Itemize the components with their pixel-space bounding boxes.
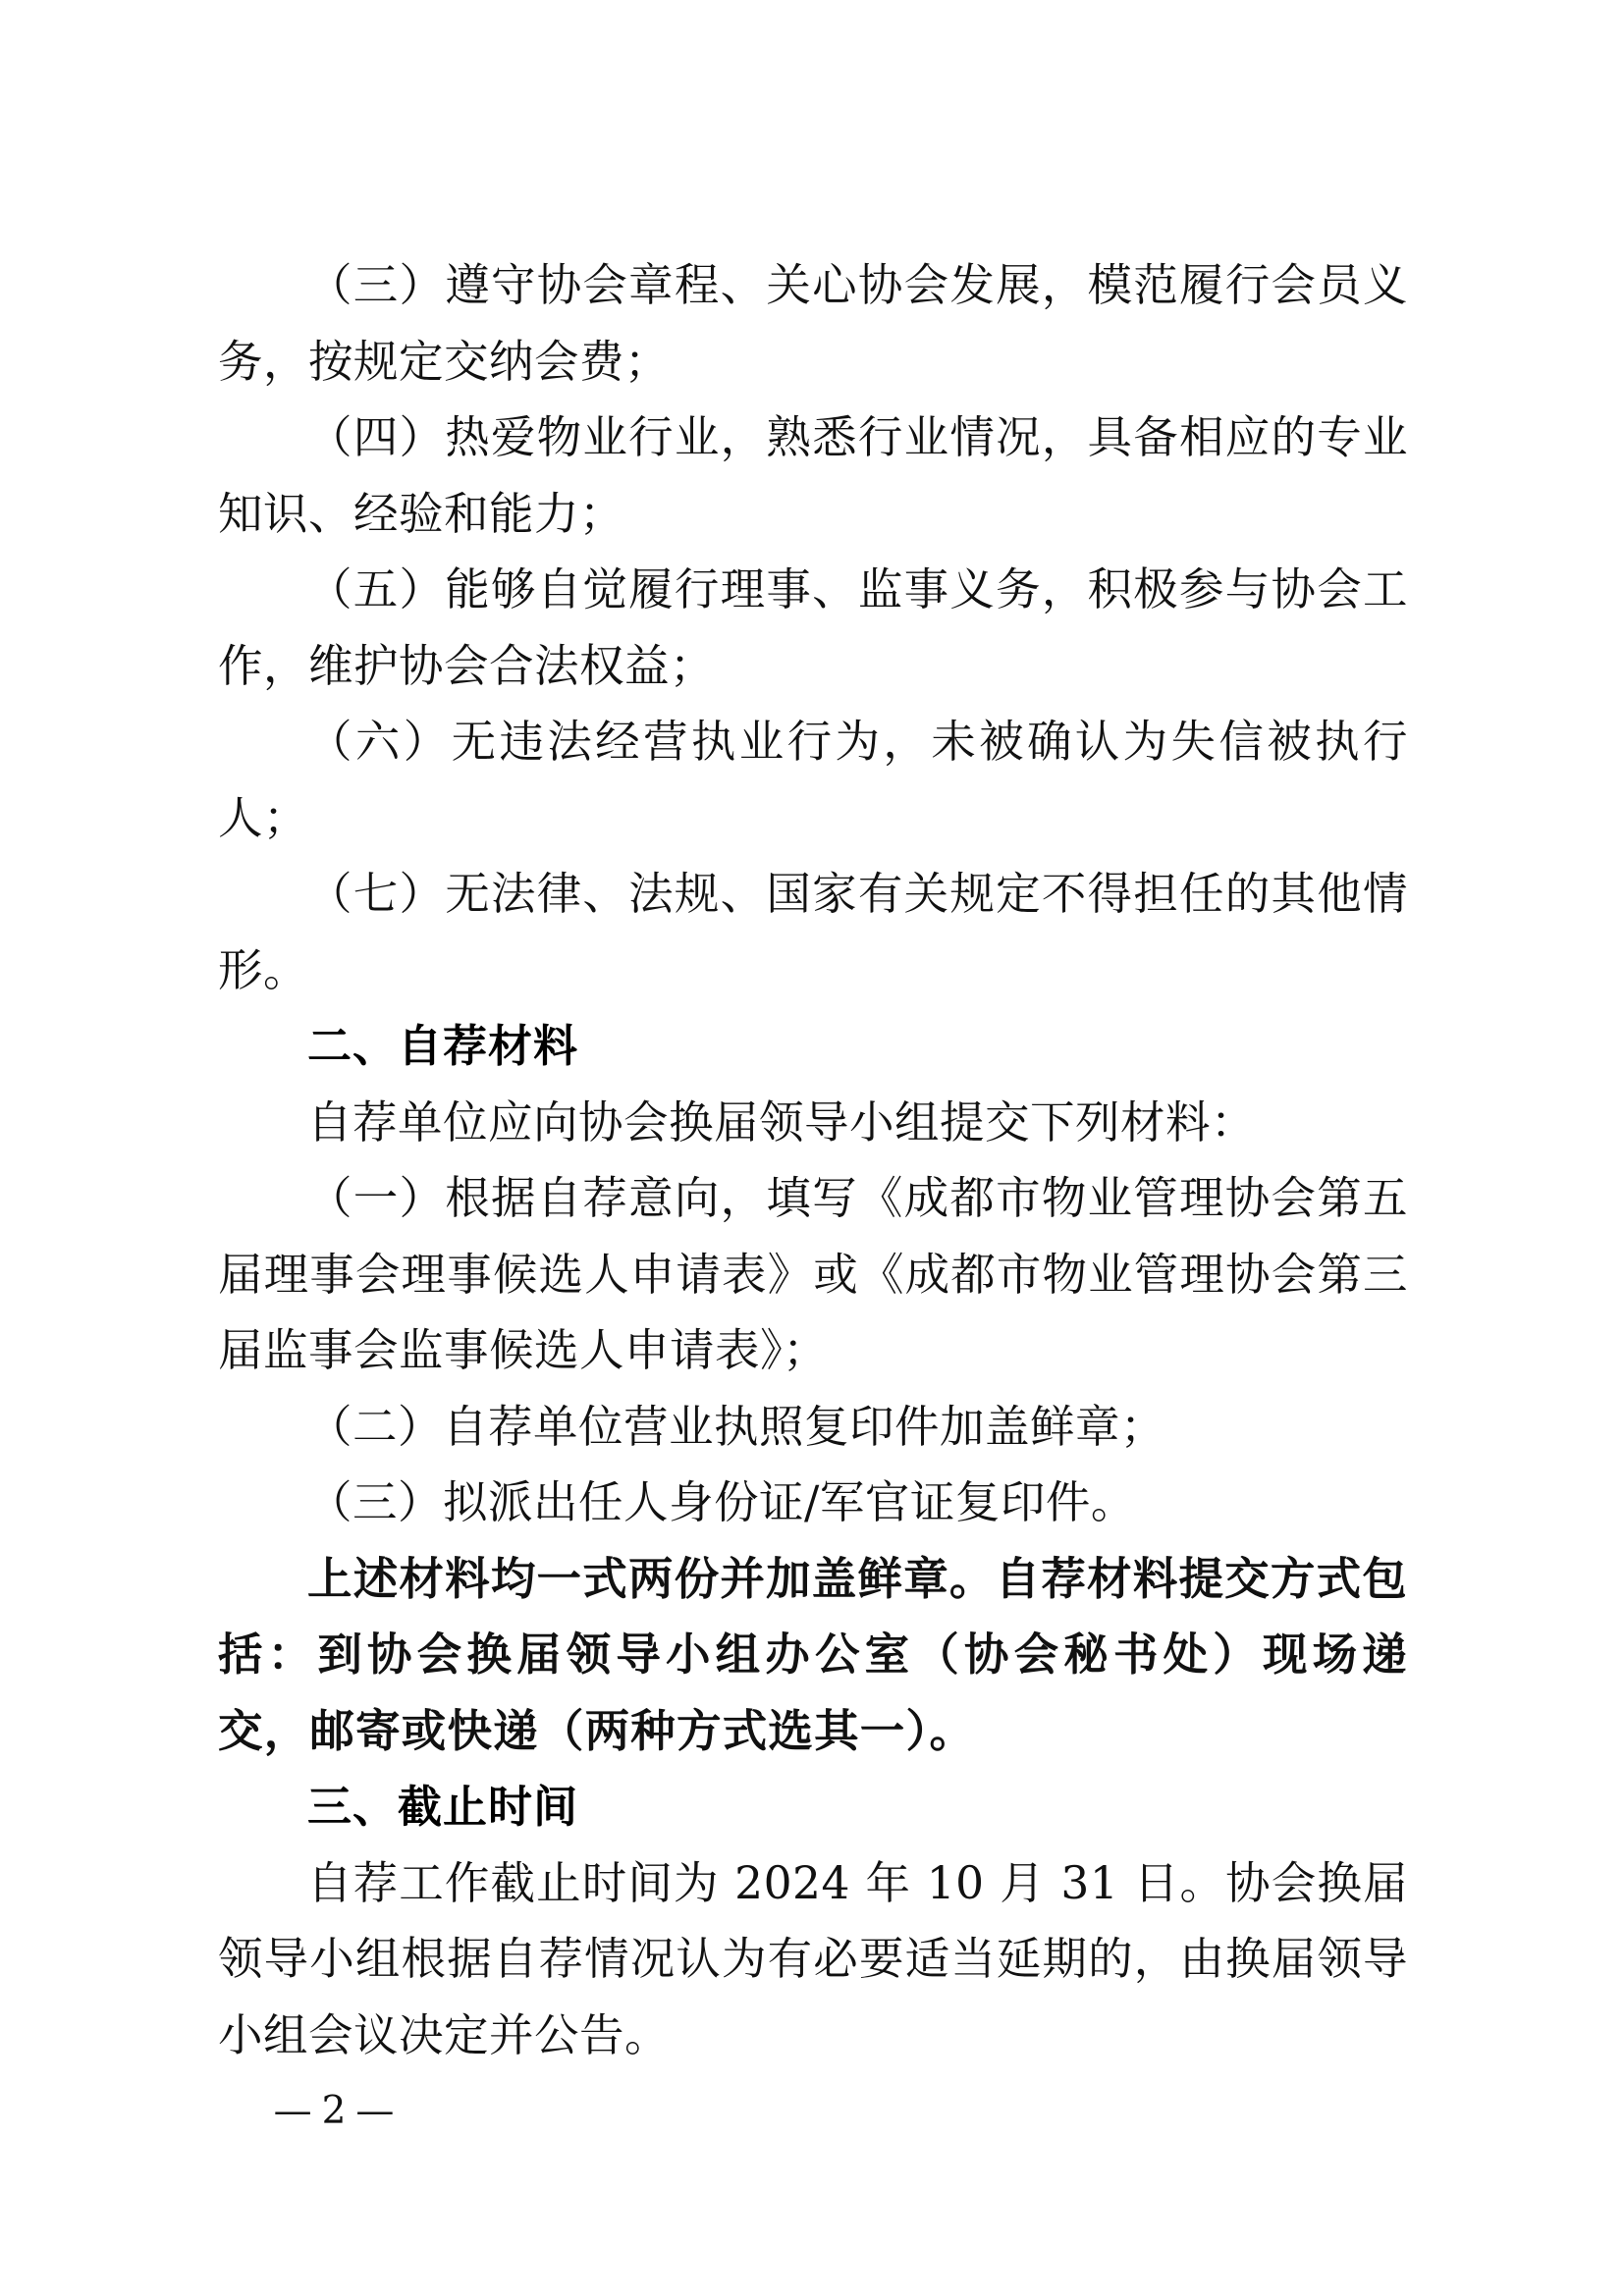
document-body	[218, 247, 1408, 2073]
page-number: 2	[321, 2088, 351, 2133]
list-item: （五）能够自觉履行理事、监事义务，积极参与协会工作，维护协会合法权益；	[218, 563, 1408, 692]
footer-dash-right: —	[355, 2088, 399, 2133]
list-item: （六）无违法经营执业行为，未被确认为失信被执行人；	[218, 716, 1408, 844]
section-three-body: 自荐工作截止时间为 2024 年 10 月 31 日。协会换届领导小组根据自荐情况认为有必要适当延期的，由换届领导小组会议决定并公告。	[218, 1856, 1408, 2061]
section-heading-three: 三、截止时间	[307, 1781, 579, 1833]
page-footer	[218, 2086, 454, 2133]
section-two-item: （二）自荐单位营业执照复印件加盖鲜章；	[307, 1400, 1166, 1453]
section-two-lead: 自荐单位应向协会换届领导小组提交下列材料：	[307, 1095, 1257, 1148]
footer-dash-left: —	[273, 2088, 316, 2133]
section-two-item: （一）根据自荐意向，填写《成都市物业管理协会第五届理事会理事候选人申请表》或《成都市物业管理协会第三届监事会监事候选人申请表》；	[218, 1172, 1408, 1376]
list-item: （四）热爱物业行业，熟悉行业情况，具备相应的专业知识、经验和能力；	[218, 411, 1408, 540]
list-item: （三）遵守协会章程、关心协会发展，模范履行会员义务，按规定交纳会费；	[218, 259, 1408, 388]
list-item: （七）无法律、法规、国家有关规定不得担任的其他情形。	[218, 868, 1408, 996]
section-two-summary: 上述材料均一式两份并加盖鲜章。自荐材料提交方式包括：到协会换届领导小组办公室（协会秘书处）现场递交，邮寄或快递（两种方式选其一）。	[218, 1551, 1408, 1757]
section-heading-two: 二、自荐材料	[307, 1020, 579, 1072]
section-two-item: （三）拟派出任人身份证/军官证复印件。	[307, 1476, 1136, 1528]
